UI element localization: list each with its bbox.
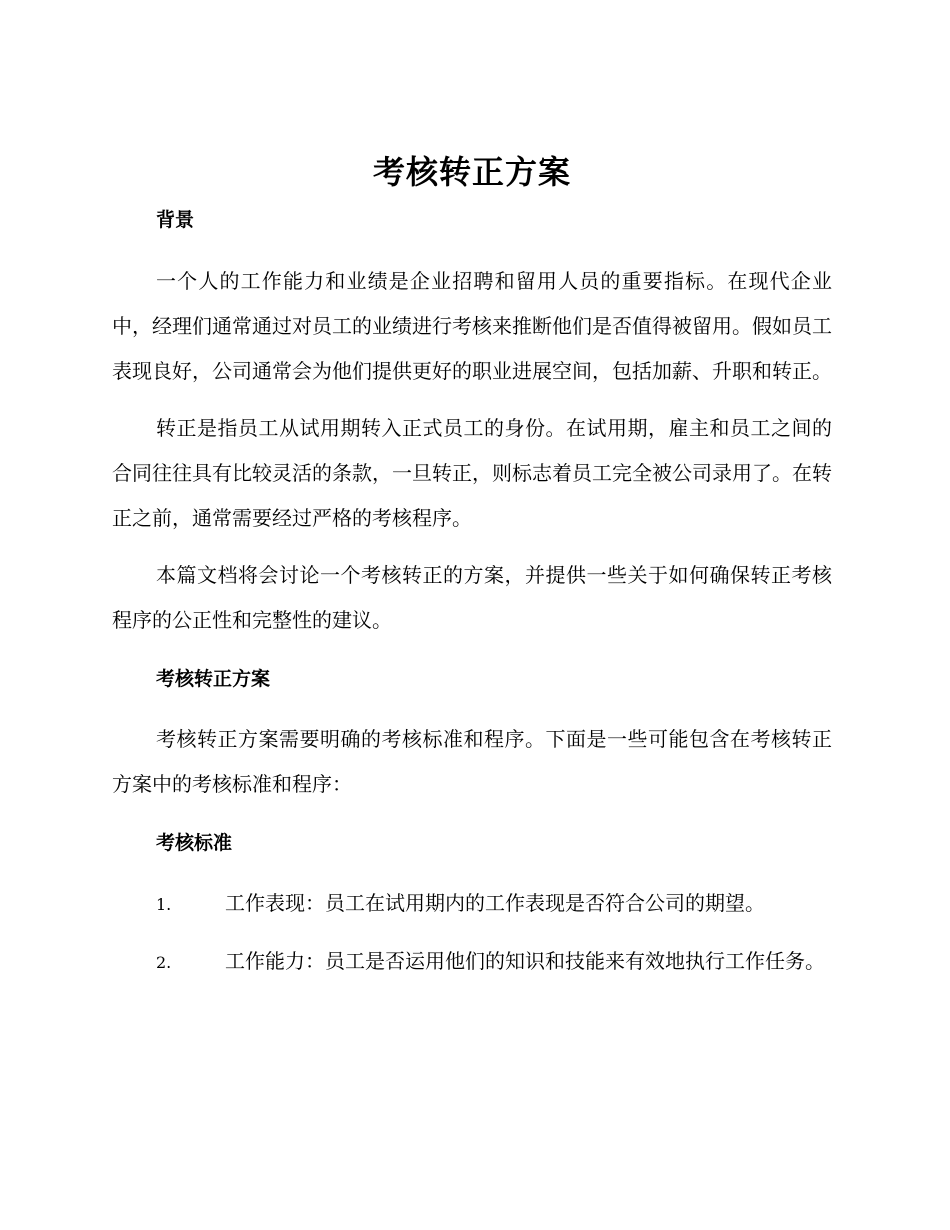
list-item-text: 工作能力：员工是否运用他们的知识和技能来有效地执行工作任务。 <box>225 949 825 973</box>
list-item-number: 2. <box>156 953 172 972</box>
list-item <box>112 881 832 927</box>
section-heading-background: 背景 <box>156 209 195 231</box>
section-heading-scheme: 考核转正方案 <box>156 668 271 690</box>
document-title: 考核转正方案 <box>372 153 571 191</box>
section-heading-criteria: 考核标准 <box>156 832 233 854</box>
paragraph-scheme-1: 考核转正方案需要明确的考核标准和程序。下面是一些可能包含在考核转正方案中的考核标准和程序： <box>112 727 832 796</box>
document-body <box>112 148 832 985</box>
paragraph-background-3: 本篇文档将会讨论一个考核转正的方案，并提供一些关于如何确保转正考核程序的公正性和完整性的建议。 <box>112 563 832 632</box>
list-item-number: 1. <box>156 895 172 914</box>
list-item-text: 工作表现：员工在试用期内的工作表现是否符合公司的期望。 <box>225 891 765 915</box>
paragraph-background-2: 转正是指员工从试用期转入正式员工的身份。在试用期，雇主和员工之间的合同往往具有比较灵活的条款，一旦转正，则标志着员工完全被公司录用了。在转正之前，通常需要经过严格的考核程序。 <box>112 416 832 530</box>
paragraph-background-1: 一个人的工作能力和业绩是企业招聘和留用人员的重要指标。在现代企业中，经理们通常通过对员工的业绩进行考核来推断他们是否值得被留用。假如员工表现良好，公司通常会为他们提供更好的职业进展空间，包括加薪、升职和转正。 <box>112 269 832 383</box>
list-item <box>112 939 832 985</box>
